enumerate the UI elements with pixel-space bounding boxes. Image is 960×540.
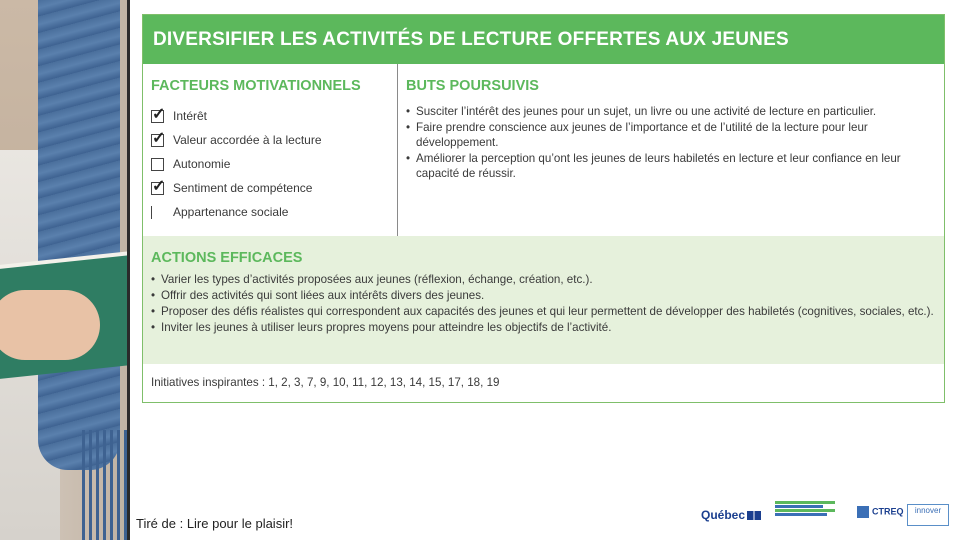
factor-item <box>151 200 397 224</box>
checked-box-icon <box>151 110 164 123</box>
factor-label: Sentiment de compétence <box>173 181 313 195</box>
ctreq-square-icon <box>857 506 869 518</box>
goals-heading: BUTS POURSUIVIS <box>406 78 539 94</box>
ctreq-logo <box>857 506 904 518</box>
factor-label: Valeur accordée à la lecture <box>173 133 322 147</box>
goal-list <box>406 104 944 181</box>
action-item: • Inviter les jeunes à utiliser leurs propres moyens pour atteindre les objectifs de l’activité. <box>151 320 944 336</box>
panel-header <box>143 15 944 64</box>
factor-item <box>151 104 397 128</box>
action-list <box>151 272 944 336</box>
info-panel <box>142 14 945 403</box>
action-item: • Varier les types d’activités proposées aux jeunes (réflexion, échange, création, etc.). <box>151 272 944 288</box>
actions-section <box>143 236 944 364</box>
factor-list <box>151 104 397 224</box>
goals-column <box>398 64 944 236</box>
source-caption: Tiré de : Lire pour le plaisir! <box>136 516 294 531</box>
innover-logo <box>907 504 949 526</box>
panel-title: DIVERSIFIER LES ACTIVITÉS DE LECTURE OFFERTES AUX JEUNES <box>153 28 789 50</box>
goal-item: • Faire prendre conscience aux jeunes de l’importance et de l’utilité de la lecture pour leur développement. <box>406 120 944 150</box>
factor-label: Intérêt <box>173 109 208 123</box>
checked-box-icon <box>151 134 164 147</box>
factor-item <box>151 128 397 152</box>
factor-item <box>151 152 397 176</box>
factors-column <box>143 64 398 236</box>
empty-box-icon <box>151 158 164 171</box>
factor-label: Autonomie <box>173 157 231 171</box>
goal-item: • Susciter l’intérêt des jeunes pour un sujet, un livre ou une activité de lecture en particulier. <box>406 104 944 119</box>
factor-label: Appartenance sociale <box>173 205 289 219</box>
checked-box-icon <box>151 182 164 195</box>
factor-item <box>151 176 397 200</box>
actions-heading: ACTIONS EFFICACES <box>151 250 303 266</box>
innover-logo-text: innover <box>914 506 942 515</box>
initiatives-line: Initiatives inspirantes : 1, 2, 3, 7, 9, 10, 11, 12, 13, 14, 15, 17, 18, 19 <box>151 376 500 389</box>
ctreq-logo-text: CTREQ <box>872 506 904 517</box>
reader-photo <box>0 0 130 540</box>
quebec-logo <box>701 508 761 522</box>
empty-box-icon <box>151 206 164 219</box>
action-item: • Offrir des activités qui sont liées aux intérêts divers des jeunes. <box>151 288 944 304</box>
fleurdelise-icon <box>747 511 761 520</box>
goal-item: • Améliorer la perception qu’ont les jeunes de leurs habiletés en lecture et leur confiance en leur capacité de réussir. <box>406 151 944 181</box>
partner-logos <box>695 500 955 534</box>
factors-heading: FACTEURS MOTIVATIONNELS <box>151 78 361 94</box>
tables-logo <box>775 500 845 530</box>
action-item: • Proposer des défis réalistes qui correspondent aux capacités des jeunes et qui leur permettent de développer des habiletés (cognitives, sociales, etc.). <box>151 304 944 320</box>
quebec-logo-text: Québec <box>701 508 746 522</box>
factors-goals-row <box>143 64 944 236</box>
